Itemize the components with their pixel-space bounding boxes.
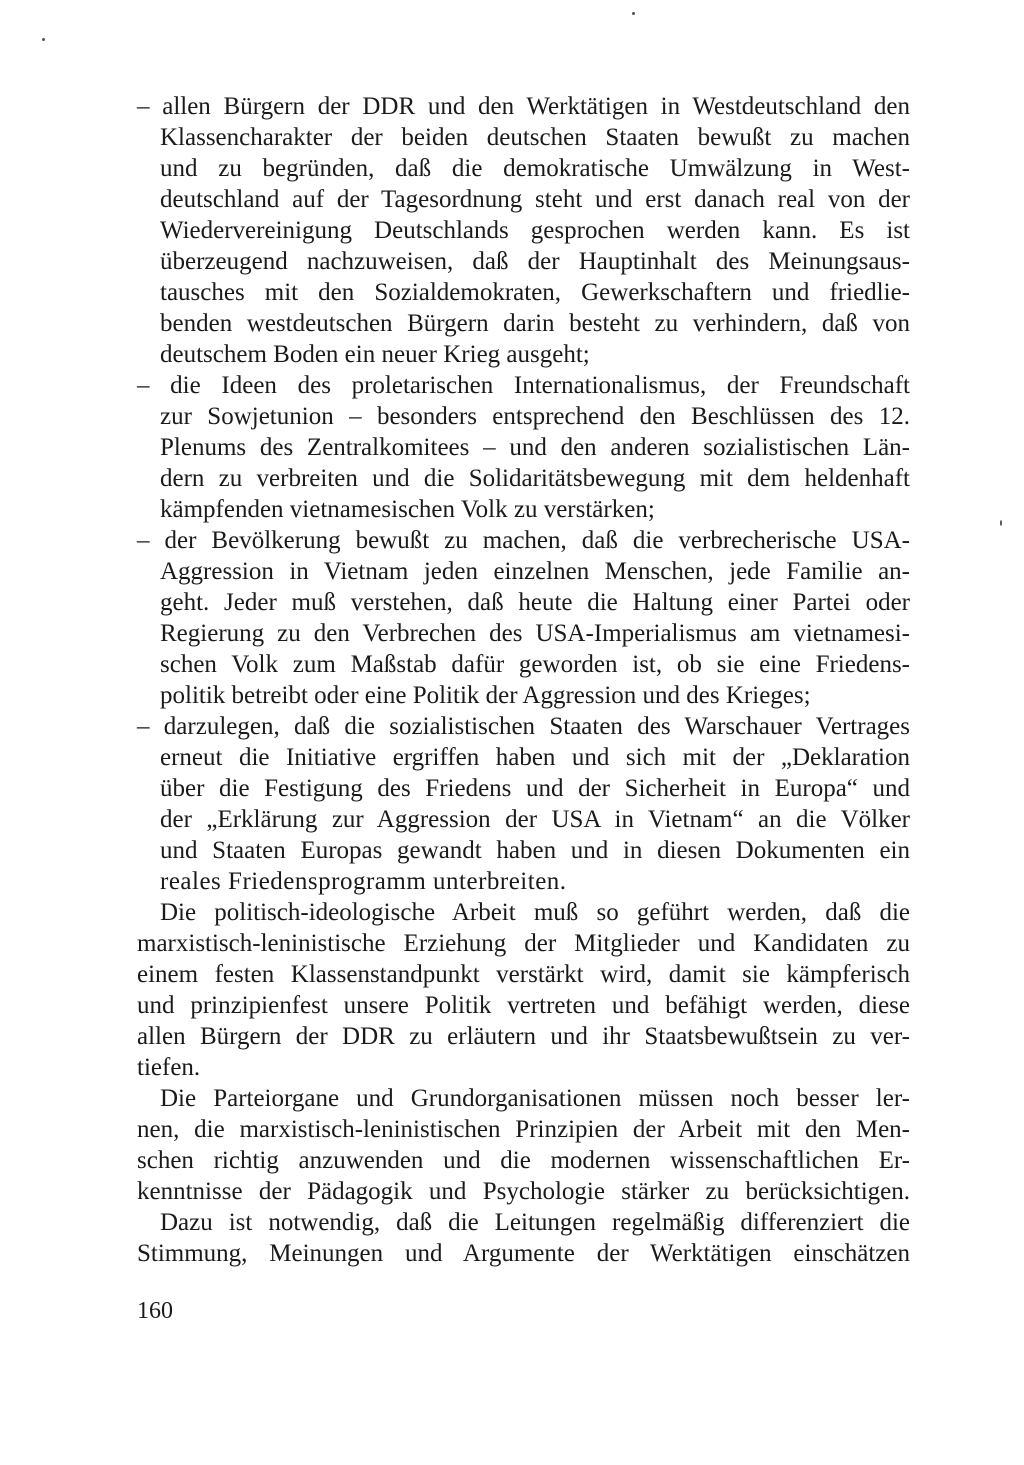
text-line: Regierung zu den Verbrechen des USA-Imperialismus am vietnamesi- [160,620,910,647]
text-line: Stimmung, Meinungen und Argumente der Werktätigen einschätzen [137,1240,910,1267]
text-line: schen richtig anzuwenden und die modernen wissenschaftlichen Er- [137,1147,910,1174]
text-line: Wiedervereinigung Deutschlands gesprochen werden kann. Es ist [160,217,910,244]
text-line: nen, die marxistisch-leninistischen Prinzipien der Arbeit mit den Men- [137,1116,910,1143]
text-line: Dazu ist notwendig, daß die Leitungen regelmäßig differenziert die [160,1209,910,1236]
text-line: und zu begründen, daß die demokratische Umwälzung in West- [160,155,910,182]
text-line: Die politisch-ideologische Arbeit muß so geführt werden, daß die [160,899,910,926]
page-number: 160 [137,1298,173,1324]
text-line: benden westdeutschen Bürgern darin besteht zu verhindern, daß von [160,310,910,337]
text-line: kenntnisse der Pädagogik und Psychologie stärker zu berücksichtigen. [137,1178,910,1205]
text-line: und prinzipienfest unsere Politik vertreten und befähigt werden, diese [137,992,910,1019]
text-line: allen Bürgern der DDR zu erläutern und ihr Staatsbewußtsein zu ver- [137,1023,910,1050]
text-line: und Staaten Europas gewandt haben und in diesen Dokumenten ein [160,837,910,864]
text-line: politik betreibt oder eine Politik der Aggression und des Krieges; [160,682,811,709]
text-line: marxistisch-leninistische Erziehung der Mitglieder und Kandidaten zu [137,930,910,957]
text-line: – die Ideen des proletarischen Internationalismus, der Freundschaft [137,372,910,399]
text-line: erneut die Initiative ergriffen haben und sich mit der „Deklaration [160,744,910,771]
text-line: reales Friedensprogramm unterbreiten. [160,868,567,895]
text-line: Die Parteiorgane und Grundorganisationen müssen noch besser ler- [160,1085,910,1112]
speck-mark [1000,520,1002,526]
text-line: schen Volk zum Maßstab dafür geworden ist, ob sie eine Friedens- [160,651,910,678]
text-line: geht. Jeder muß verstehen, daß heute die Haltung einer Partei oder [160,589,910,616]
text-line: deutschland auf der Tagesordnung steht und erst danach real von der [160,186,910,213]
text-line: Aggression in Vietnam jeden einzelnen Menschen, jede Familie an- [160,558,910,585]
text-line: – allen Bürgern der DDR und den Werktätigen in Westdeutschland den [137,93,910,120]
text-line: Plenums des Zentralkomitees – und den anderen sozialistischen Län- [160,434,910,461]
text-line: der „Erklärung zur Aggression der USA in Vietnam“ an die Völker [160,806,910,833]
text-line: kämpfenden vietnamesischen Volk zu verstärken; [160,496,655,523]
text-line: zur Sowjetunion – besonders entsprechend den Beschlüssen des 12. [160,403,910,430]
speck-mark [42,38,45,41]
text-line: dern zu verbreiten und die Solidaritätsbewegung mit dem heldenhaft [160,465,910,492]
text-line: Klassencharakter der beiden deutschen Staaten bewußt zu machen [160,124,910,151]
text-line: über die Festigung des Friedens und der Sicherheit in Europa“ und [160,775,910,802]
text-line: tausches mit den Sozialdemokraten, Gewerkschaftern und friedlie- [160,279,910,306]
text-line: – der Bevölkerung bewußt zu machen, daß die verbrecherische USA- [137,527,910,554]
text-line: tiefen. [137,1054,201,1081]
text-line: deutschem Boden ein neuer Krieg ausgeht; [160,341,590,368]
text-line: überzeugend nachzuweisen, daß der Hauptinhalt des Meinungsaus- [160,248,910,275]
speck-mark [632,12,635,15]
text-line: einem festen Klassenstandpunkt verstärkt wird, damit sie kämpferisch [137,961,910,988]
text-line: – darzulegen, daß die sozialistischen Staaten des Warschauer Vertrages [137,713,910,740]
